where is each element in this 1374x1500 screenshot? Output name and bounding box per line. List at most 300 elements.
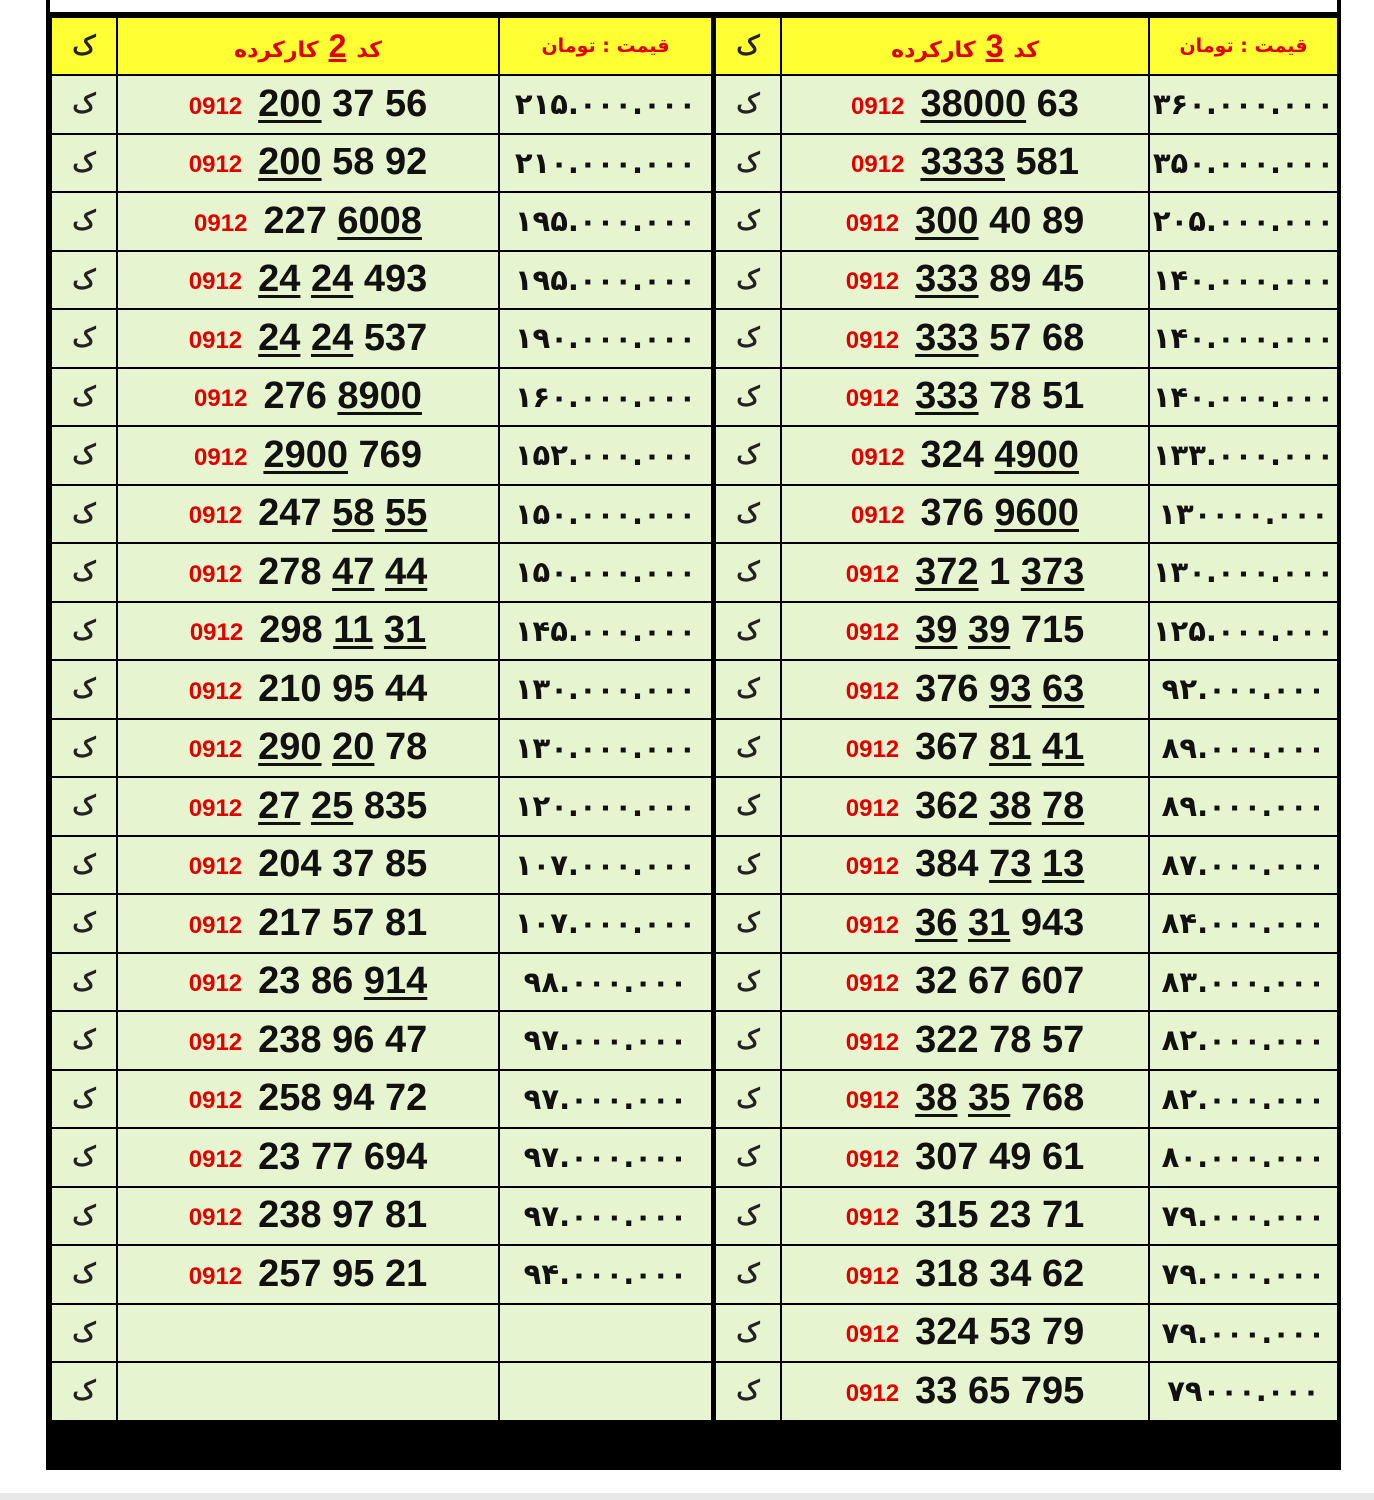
price-cell [499, 134, 712, 193]
phone-number-cell[interactable] [781, 309, 1149, 368]
price-cell [499, 426, 712, 485]
table-row [51, 1070, 712, 1129]
phone-number [846, 1370, 1084, 1412]
phone-number-cell[interactable] [781, 1304, 1149, 1363]
phone-number-cell[interactable] [117, 543, 499, 602]
phone-prefix: 0912 [188, 92, 243, 120]
table-row [715, 426, 1338, 485]
table-body [51, 75, 712, 1421]
phone-number [189, 785, 427, 827]
phone-number-cell[interactable] [781, 1128, 1149, 1187]
number-group: 11 [333, 609, 374, 652]
number-group: 61 [1041, 1135, 1085, 1178]
phone-prefix: 0912 [188, 1145, 243, 1173]
number-group: 38 [915, 1077, 958, 1120]
number-group: 376 [920, 492, 984, 535]
price-cell [499, 660, 712, 719]
price-cell [499, 192, 712, 251]
phone-number [846, 1311, 1084, 1353]
table-row [51, 1011, 712, 1070]
price-cell [1149, 836, 1338, 895]
symbol-cell [51, 134, 117, 193]
symbol-glyph: ک [736, 1317, 760, 1348]
phone-number-cell[interactable] [117, 426, 499, 485]
phone-number-cell[interactable] [117, 485, 499, 544]
symbol-glyph: ک [72, 323, 96, 354]
phone-number-cell[interactable] [117, 192, 499, 251]
price-cell [499, 543, 712, 602]
table-row [51, 1362, 712, 1421]
price-cell [1149, 602, 1338, 661]
price-cell [499, 309, 712, 368]
number-group: 68 [1041, 316, 1085, 359]
header-row [715, 17, 1338, 75]
table-row [51, 1187, 712, 1246]
number-group: 51 [1041, 375, 1085, 418]
symbol-glyph: ک [72, 732, 96, 763]
price-value: ۱۴۰.۰۰۰.۰۰۰ [1152, 262, 1335, 297]
price-value: ۱۵۰.۰۰۰.۰۰۰ [514, 496, 697, 531]
price-cell [1149, 134, 1338, 193]
price-header [499, 17, 712, 75]
price-cell [499, 1187, 712, 1246]
number-group: 37 [332, 82, 375, 125]
table-code-3 [714, 16, 1339, 1422]
table-row [51, 602, 712, 661]
price-cell [1149, 953, 1338, 1012]
phone-prefix: 0912 [845, 911, 900, 939]
phone-number-cell[interactable] [781, 134, 1149, 193]
number-group: 333 [915, 316, 979, 359]
symbol-glyph: ک [736, 1083, 760, 1114]
number-group: 607 [1020, 960, 1085, 1003]
symbol-cell [715, 426, 781, 485]
price-value: ۸۷.۰۰۰.۰۰۰ [1161, 847, 1326, 882]
symbol-cell [51, 485, 117, 544]
phone-number-cell[interactable] [781, 1011, 1149, 1070]
number-group: 914 [363, 960, 428, 1003]
symbol-cell [51, 660, 117, 719]
number-group: 72 [384, 1077, 428, 1120]
phone-prefix: 0912 [845, 736, 900, 764]
phone-prefix: 0912 [845, 209, 900, 237]
symbol-header [51, 17, 117, 75]
symbol-glyph: ک [736, 791, 760, 822]
phone-prefix: 0912 [188, 794, 243, 822]
symbol-cell [715, 134, 781, 193]
symbol-glyph: ک [736, 674, 760, 705]
code-header [117, 17, 499, 75]
symbol-cell [715, 1187, 781, 1246]
phone-prefix: 0912 [188, 970, 243, 998]
symbol-glyph: ک [72, 849, 96, 880]
phone-number [190, 609, 426, 651]
phone-number-cell[interactable] [117, 660, 499, 719]
phone-prefix: 0912 [189, 619, 244, 647]
phone-prefix: 0912 [845, 1321, 900, 1349]
symbol-glyph: ک [736, 557, 760, 588]
symbol-glyph: ک [72, 1200, 96, 1231]
number-group: 44 [384, 667, 428, 710]
phone-prefix: 0912 [845, 268, 900, 296]
table-row [51, 777, 712, 836]
phone-number-cell[interactable] [117, 1187, 499, 1246]
table-row [51, 309, 712, 368]
price-value: ۲۱۵.۰۰۰.۰۰۰ [514, 87, 697, 122]
number-group: 57 [1041, 1018, 1085, 1061]
phone-number-cell[interactable] [117, 1011, 499, 1070]
table-row [715, 953, 1338, 1012]
number-group: 39 [915, 609, 958, 652]
phone-number-cell[interactable] [117, 368, 499, 427]
phone-number-cell[interactable] [781, 1362, 1149, 1421]
price-cell [1149, 777, 1338, 836]
price-value: ۳۶۰.۰۰۰.۰۰۰ [1152, 87, 1335, 122]
number-group: 333 [915, 258, 979, 301]
phone-number [846, 960, 1084, 1002]
phone-number-cell[interactable] [781, 1245, 1149, 1304]
phone-number [846, 1019, 1084, 1061]
price-cell [499, 1304, 712, 1363]
phone-prefix: 0912 [845, 619, 900, 647]
code-label: کد [1013, 37, 1039, 63]
number-group: 95 [332, 1252, 375, 1295]
header-row [51, 17, 712, 75]
number-group: 65 [967, 1369, 1011, 1412]
phone-number [194, 200, 422, 242]
phone-number [851, 434, 1079, 476]
phone-number [846, 609, 1084, 651]
number-group: 362 [915, 784, 979, 827]
symbol-cell [715, 192, 781, 251]
number-group: 63 [1036, 82, 1079, 125]
phone-number-cell[interactable] [781, 602, 1149, 661]
table-row [715, 251, 1338, 310]
price-value: ۹۷.۰۰۰.۰۰۰ [523, 1081, 688, 1116]
table-row [51, 836, 712, 895]
number-group: 78 [989, 1018, 1032, 1061]
table-row [51, 368, 712, 427]
phone-number-cell[interactable] [781, 485, 1149, 544]
phone-number [189, 1194, 427, 1236]
symbol-glyph: ک [736, 1200, 760, 1231]
table-row [715, 1304, 1338, 1363]
price-value: ۱۰۷.۰۰۰.۰۰۰ [514, 847, 697, 882]
number-group: 37 [332, 843, 375, 886]
symbol-cell [51, 1128, 117, 1187]
table-row [51, 251, 712, 310]
price-value: ۸۹.۰۰۰.۰۰۰ [1161, 730, 1326, 765]
bottom-divider [0, 1493, 1374, 1500]
table-row [715, 1011, 1338, 1070]
symbol-cell [51, 836, 117, 895]
symbol-cell [715, 543, 781, 602]
symbol-cell [51, 543, 117, 602]
phone-number-cell[interactable] [781, 426, 1149, 485]
symbol-cell [51, 777, 117, 836]
phone-prefix: 0912 [188, 1262, 243, 1290]
symbol-glyph: ک [72, 498, 96, 529]
phone-number [851, 141, 1079, 183]
symbol-glyph: ک [72, 908, 96, 939]
price-cell [1149, 485, 1338, 544]
number-group: 210 [258, 667, 322, 710]
phone-number-cell[interactable] [117, 1070, 499, 1129]
number-group: 31 [383, 609, 427, 652]
symbol-glyph: ک [72, 1142, 96, 1173]
number-group: 21 [384, 1252, 428, 1295]
symbol-glyph: ک [736, 381, 760, 412]
phone-number [846, 551, 1084, 593]
phone-number-cell[interactable] [781, 1187, 1149, 1246]
number-group: 55 [384, 492, 428, 535]
number-group: 9600 [994, 492, 1079, 535]
symbol-cell [51, 192, 117, 251]
price-cell [499, 894, 712, 953]
number-group: 768 [1020, 1077, 1085, 1120]
symbol-glyph: ک [72, 89, 96, 120]
phone-number-cell[interactable] [117, 309, 499, 368]
phone-number-cell[interactable] [117, 777, 499, 836]
price-cell [1149, 75, 1338, 134]
table-row [715, 777, 1338, 836]
table-row [51, 543, 712, 602]
symbol-cell [715, 485, 781, 544]
table-row [51, 894, 712, 953]
price-value: ۷۹.۰۰۰.۰۰۰ [1161, 1198, 1326, 1233]
number-group: 278 [258, 550, 322, 593]
symbol-cell [51, 719, 117, 778]
phone-number-cell[interactable] [781, 192, 1149, 251]
phone-number-cell[interactable] [117, 719, 499, 778]
symbol-cell [51, 309, 117, 368]
symbol-cell [51, 426, 117, 485]
table-row [715, 660, 1338, 719]
number-group: 23 [258, 960, 301, 1003]
symbol-cell [715, 1011, 781, 1070]
number-group: 36 [915, 901, 958, 944]
price-value: ۱۴۰.۰۰۰.۰۰۰ [1152, 321, 1335, 356]
price-cell [1149, 1245, 1338, 1304]
symbol-glyph: ک [736, 323, 760, 354]
number-group: 315 [915, 1194, 979, 1237]
symbol-glyph: ک [736, 849, 760, 880]
number-group: 96 [332, 1018, 375, 1061]
phone-number [846, 668, 1084, 710]
phone-prefix: 0912 [851, 502, 905, 530]
phone-number-cell[interactable] [117, 1362, 499, 1421]
phone-number [189, 843, 427, 885]
price-cell [1149, 426, 1338, 485]
number-group: 47 [332, 550, 375, 593]
symbol-cell [51, 75, 117, 134]
symbol-glyph: ک [736, 966, 760, 997]
phone-number [189, 258, 427, 300]
number-group: 715 [1020, 609, 1085, 652]
phone-number-cell[interactable] [117, 953, 499, 1012]
phone-number [846, 375, 1084, 417]
symbol-cell [715, 1245, 781, 1304]
phone-prefix: 0912 [188, 736, 243, 764]
price-cell [499, 1128, 712, 1187]
phone-number-cell[interactable] [781, 894, 1149, 953]
number-group: 57 [989, 316, 1032, 359]
phone-number-cell[interactable] [781, 953, 1149, 1012]
symbol-glyph: ک [736, 1376, 760, 1407]
price-value: ۲۱۰.۰۰۰.۰۰۰ [514, 145, 697, 180]
phone-prefix: 0912 [188, 560, 243, 588]
symbol-cell [51, 1245, 117, 1304]
phone-number-cell[interactable] [117, 1128, 499, 1187]
phone-number-cell[interactable] [781, 368, 1149, 427]
table-row [715, 368, 1338, 427]
phone-number-cell[interactable] [117, 75, 499, 134]
price-value: ۱۶۰.۰۰۰.۰۰۰ [514, 379, 697, 414]
number-group: 581 [1015, 141, 1079, 184]
number-group: 324 [915, 1311, 979, 1354]
number-group: 62 [1041, 1252, 1085, 1295]
number-group: 384 [915, 843, 979, 886]
phone-number [846, 200, 1084, 242]
symbol-cell [51, 1304, 117, 1363]
number-group: 307 [915, 1135, 979, 1178]
phone-number-cell[interactable] [117, 836, 499, 895]
phone-number-cell[interactable] [117, 894, 499, 953]
code-suffix: کارکرده [891, 37, 976, 63]
number-group: 41 [1041, 726, 1085, 769]
number-group: 63 [1041, 667, 1085, 710]
price-value: ۸۹.۰۰۰.۰۰۰ [1161, 789, 1326, 824]
phone-prefix: 0912 [845, 1379, 900, 1407]
symbol-glyph: ک [72, 147, 96, 178]
phone-number [846, 1253, 1084, 1295]
number-group: 6008 [337, 199, 422, 242]
symbol-glyph: ک [736, 615, 760, 646]
symbol-glyph: ک [736, 440, 760, 471]
phone-number-cell[interactable] [781, 777, 1149, 836]
phone-number-cell[interactable] [781, 719, 1149, 778]
phone-number-cell[interactable] [117, 134, 499, 193]
symbol-glyph: ک [72, 557, 96, 588]
symbol-cell [715, 1362, 781, 1421]
number-group: 200 [258, 82, 322, 125]
number-group: 300 [915, 199, 979, 242]
price-value: ۹۲.۰۰۰.۰۰۰ [1161, 672, 1326, 707]
price-cell [1149, 719, 1338, 778]
number-group: 20 [332, 726, 375, 769]
number-group: 27 [258, 784, 301, 827]
number-group: 373 [1020, 550, 1085, 593]
number-group: 35 [967, 1077, 1011, 1120]
price-cell [1149, 368, 1338, 427]
phone-number-cell[interactable] [781, 75, 1149, 134]
number-group: 79 [1041, 1311, 1085, 1354]
phone-number [189, 960, 427, 1002]
symbol-cell [51, 1011, 117, 1070]
code-label: کد [356, 37, 382, 63]
number-group: 23 [989, 1194, 1032, 1237]
phone-number-cell[interactable] [781, 1070, 1149, 1129]
price-value: ۷۹.۰۰۰.۰۰۰ [1161, 1315, 1326, 1350]
number-group: 258 [258, 1077, 322, 1120]
phone-number [189, 726, 427, 768]
price-cell [499, 1245, 712, 1304]
price-value: ۱۳۰.۰۰۰.۰۰۰ [514, 730, 697, 765]
symbol-cell [51, 368, 117, 427]
phone-number [846, 785, 1084, 827]
phone-number [851, 492, 1079, 534]
number-group: 372 [915, 550, 979, 593]
phone-prefix: 0912 [188, 677, 243, 705]
price-cell [499, 777, 712, 836]
code-number: 2 [328, 27, 347, 64]
phone-prefix: 0912 [845, 1262, 900, 1290]
symbol-cell [715, 75, 781, 134]
number-group: 34 [989, 1252, 1032, 1295]
price-cell [499, 368, 712, 427]
top-margin [50, 0, 1337, 12]
price-value: ۱۹۵.۰۰۰.۰۰۰ [514, 204, 697, 239]
phone-number-cell[interactable] [781, 543, 1149, 602]
phone-number-cell[interactable] [117, 1245, 499, 1304]
phone-number-cell[interactable] [117, 602, 499, 661]
number-group: 24 [310, 258, 354, 301]
phone-number [846, 902, 1084, 944]
price-value: ۹۸.۰۰۰.۰۰۰ [523, 964, 688, 999]
phone-number [194, 375, 422, 417]
price-value: ۸۰.۰۰۰.۰۰۰ [1161, 1140, 1326, 1175]
price-cell [1149, 251, 1338, 310]
phone-number-cell[interactable] [117, 1304, 499, 1363]
number-group: 13 [1041, 843, 1085, 886]
price-value: ۹۷.۰۰۰.۰۰۰ [523, 1023, 688, 1058]
price-value: ۱۵۲.۰۰۰.۰۰۰ [514, 438, 697, 473]
phone-number-cell[interactable] [117, 251, 499, 310]
table-row [51, 1304, 712, 1363]
symbol-cell [715, 894, 781, 953]
phone-prefix: 0912 [194, 385, 248, 413]
phone-number [846, 843, 1084, 885]
symbol-cell [51, 1362, 117, 1421]
symbol-cell [51, 953, 117, 1012]
table-row [51, 660, 712, 719]
number-group: 376 [915, 667, 979, 710]
number-group: 93 [989, 667, 1032, 710]
phone-prefix: 0912 [845, 677, 900, 705]
price-value: ۱۳۰.۰۰۰.۰۰۰ [1152, 555, 1335, 590]
price-value: ۱۲۰.۰۰۰.۰۰۰ [514, 789, 697, 824]
code-number: 3 [985, 27, 1004, 64]
symbol-glyph: ک [72, 615, 96, 646]
symbol-cell [715, 1128, 781, 1187]
table-row [715, 309, 1338, 368]
price-value: ۱۳۰.۰۰۰.۰۰۰ [514, 672, 697, 707]
table-row [715, 1128, 1338, 1187]
price-cell [1149, 1128, 1338, 1187]
price-cell [499, 836, 712, 895]
phone-number [846, 1077, 1084, 1119]
phone-number [189, 902, 427, 944]
number-group: 97 [332, 1194, 375, 1237]
phone-number-cell[interactable] [781, 660, 1149, 719]
phone-prefix: 0912 [188, 268, 243, 296]
phone-number-cell[interactable] [781, 836, 1149, 895]
symbol-glyph: ک [72, 1259, 96, 1290]
number-group: 81 [989, 726, 1032, 769]
phone-number-cell[interactable] [781, 251, 1149, 310]
phone-prefix: 0912 [845, 794, 900, 822]
symbol-glyph: ک [736, 206, 760, 237]
